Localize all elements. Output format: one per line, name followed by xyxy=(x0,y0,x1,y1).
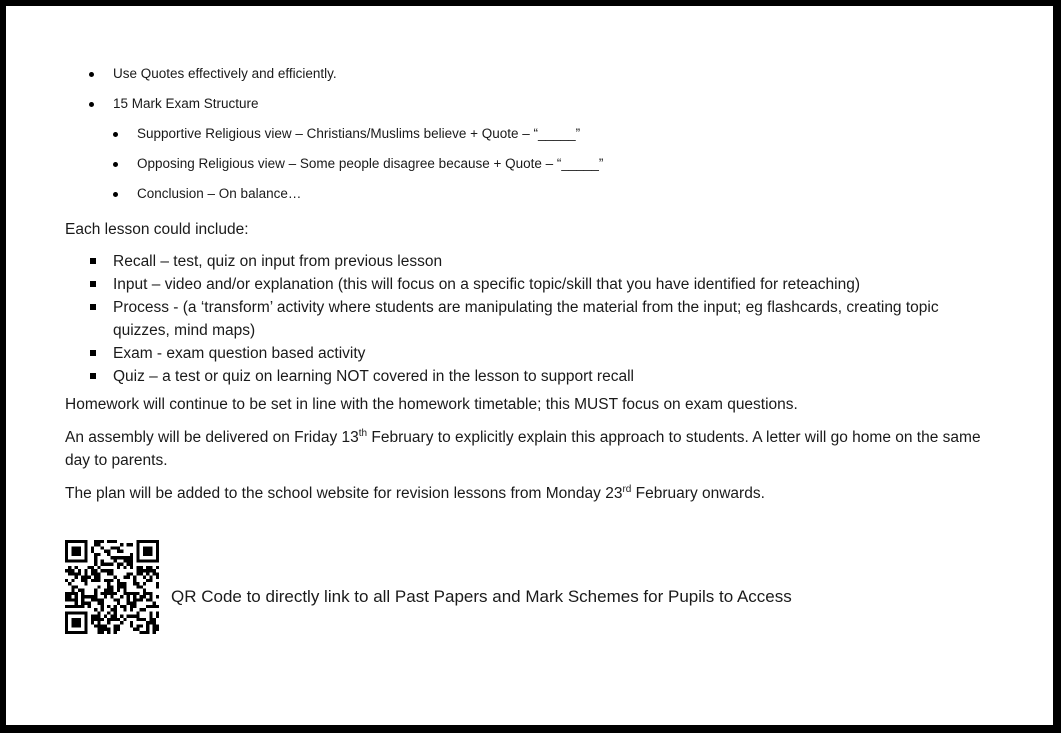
list-item: Quiz – a test or quiz on learning NOT covered in the lesson to support recall xyxy=(65,365,995,388)
assembly-paragraph: An assembly will be delivered on Friday 13th February to explicitly explain this approach to students. A letter will go home on the same day to parents. xyxy=(65,427,981,469)
qr-code-icon[interactable] xyxy=(65,540,159,634)
list-item: Conclusion – On balance… xyxy=(65,180,995,210)
list-item: Use Quotes effectively and efficiently. xyxy=(65,60,995,90)
list-item: Input – video and/or explanation (this will focus on a specific topic/skill that you have identified for reteaching) xyxy=(65,273,995,296)
list-item: Process - (a ‘transform’ activity where students are manipulating the material from the input; eg flashcards, creating topic quizzes, mind maps) xyxy=(65,296,995,342)
qr-section xyxy=(65,540,792,634)
list-item: Recall – test, quiz on input from previous lesson xyxy=(65,250,995,273)
lesson-intro: Each lesson could include: xyxy=(65,221,249,238)
plan-paragraph: The plan will be added to the school website for revision lessons from Monday 23rd February onwards. xyxy=(65,483,765,502)
list-item: Opposing Religious view – Some people disagree because + Quote – “_____” xyxy=(65,150,995,180)
homework-paragraph: Homework will continue to be set in line with the homework timetable; this MUST focus on exam questions. xyxy=(65,396,798,413)
list-item: Exam - exam question based activity xyxy=(65,342,995,365)
qr-caption: QR Code to directly link to all Past Papers and Mark Schemes for Pupils to Access xyxy=(171,587,792,606)
lesson-components-list xyxy=(65,250,995,388)
document-body xyxy=(65,60,995,515)
list-item: 15 Mark Exam Structure xyxy=(65,90,995,120)
list-item: Supportive Religious view – Christians/Muslims believe + Quote – “_____” xyxy=(65,120,995,150)
exam-tips-list xyxy=(65,60,995,210)
